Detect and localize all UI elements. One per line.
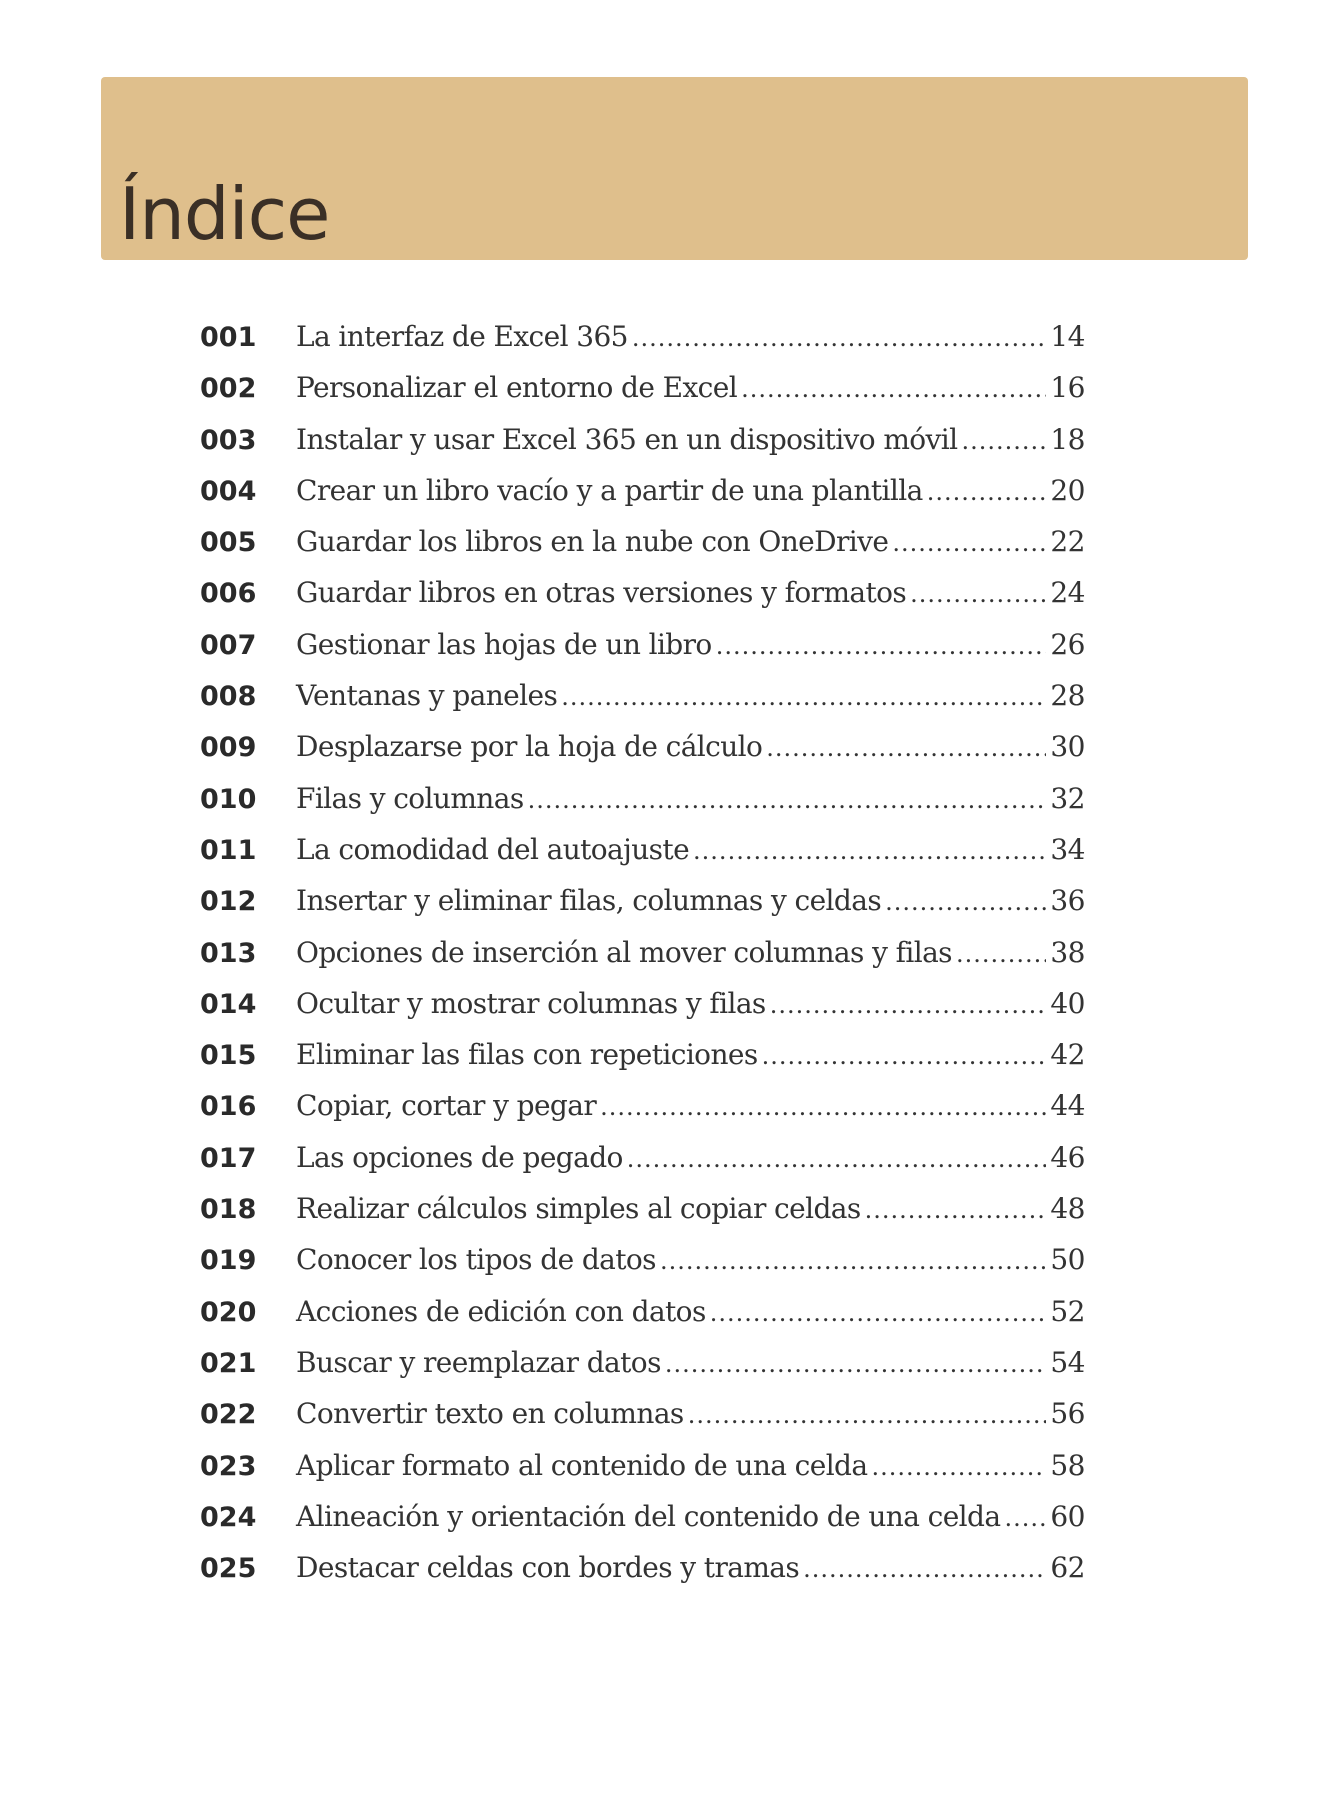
toc-entry[interactable] <box>200 833 1085 884</box>
dot-leader <box>803 1555 1046 1583</box>
toc-entry[interactable] <box>200 782 1085 833</box>
toc-entry[interactable] <box>200 525 1085 576</box>
toc-entry[interactable] <box>200 576 1085 627</box>
toc-entry-page: 36 <box>1050 884 1085 918</box>
toc-entry-title: Filas y columnas <box>296 781 524 815</box>
toc-entry-number: 011 <box>200 834 257 866</box>
toc-entry-title: Gestionar las hojas de un libro <box>296 627 712 661</box>
toc-entry-title: Guardar libros en otras versiones y formatos <box>296 576 907 610</box>
toc-entry-title: Instalar y usar Excel 365 en un dispositivo móvil <box>296 422 958 456</box>
toc-entry-number: 018 <box>200 1194 257 1226</box>
toc-entry[interactable] <box>200 1295 1085 1346</box>
dot-leader <box>693 837 1046 865</box>
toc-entry-page: 32 <box>1050 781 1085 815</box>
dot-leader <box>885 888 1046 916</box>
toc-entry-page: 22 <box>1050 525 1085 559</box>
dot-leader <box>627 1145 1047 1173</box>
dot-leader <box>910 580 1046 608</box>
dot-leader <box>927 478 1047 506</box>
toc-entry-page: 34 <box>1050 832 1085 866</box>
toc-entry[interactable] <box>200 936 1085 987</box>
toc-entry-number: 001 <box>200 322 257 353</box>
toc-entry-number: 010 <box>200 783 257 815</box>
dot-leader <box>741 375 1046 403</box>
toc-entry-number: 022 <box>200 1399 257 1431</box>
toc-entry-title: Personalizar el entorno de Excel <box>296 371 738 405</box>
toc-entry-number: 014 <box>200 988 257 1020</box>
dot-leader <box>528 786 1047 814</box>
toc-entry-page: 14 <box>1050 320 1085 353</box>
toc-entry-title: Desplazarse por la hoja de cálculo <box>296 730 763 764</box>
toc-entry[interactable] <box>200 1449 1085 1500</box>
toc-entry[interactable] <box>200 1551 1085 1602</box>
toc-entry-page: 28 <box>1050 679 1085 713</box>
toc-entry-title: La interfaz de Excel 365 <box>296 320 628 353</box>
dot-leader <box>665 1350 1047 1378</box>
toc-entry-number: 016 <box>200 1091 257 1123</box>
toc-entry-number: 015 <box>200 1040 257 1072</box>
toc-entry[interactable] <box>200 371 1085 422</box>
toc-entry-title: Copiar, cortar y pegar <box>296 1089 597 1123</box>
toc-entry-page: 20 <box>1050 473 1085 507</box>
toc-entry[interactable] <box>200 1500 1085 1551</box>
toc-entry-title: Convertir texto en columnas <box>296 1397 684 1431</box>
toc-entry-number: 004 <box>200 475 257 507</box>
toc-entry-title: Ocultar y mostrar columnas y filas <box>296 986 766 1020</box>
toc-entry-title: Acciones de edición con datos <box>296 1294 706 1328</box>
toc-entry-page: 52 <box>1050 1294 1085 1328</box>
toc-entry[interactable] <box>200 1038 1085 1089</box>
toc-entry-title: Conocer los tipos de datos <box>296 1243 656 1277</box>
toc-entry-page: 42 <box>1050 1038 1085 1072</box>
toc-entry-number: 007 <box>200 629 257 661</box>
toc-entry-number: 020 <box>200 1296 257 1328</box>
toc-entry[interactable] <box>200 474 1085 525</box>
toc-entry[interactable] <box>200 987 1085 1038</box>
dot-leader <box>871 1453 1046 1481</box>
toc-entry-page: 48 <box>1050 1192 1085 1226</box>
toc-entry-title: Realizar cálculos simples al copiar celdas <box>296 1192 861 1226</box>
dot-leader <box>892 529 1046 557</box>
dot-leader <box>762 1042 1047 1070</box>
toc-entry-number: 023 <box>200 1450 257 1482</box>
toc-entry-page: 38 <box>1050 935 1085 969</box>
dot-leader <box>1004 1504 1046 1532</box>
dot-leader <box>956 940 1046 968</box>
toc-entry-number: 005 <box>200 527 257 559</box>
toc-entry-title: Alineación y orientación del contenido de una celda <box>296 1499 1001 1533</box>
toc-entry-title: Las opciones de pegado <box>296 1140 623 1174</box>
toc-entry[interactable] <box>200 679 1085 730</box>
toc-entry-page: 54 <box>1050 1345 1085 1379</box>
toc-entry-page: 44 <box>1050 1089 1085 1123</box>
toc-entry[interactable] <box>200 1089 1085 1140</box>
toc-entry-title: Ventanas y paneles <box>296 679 558 713</box>
toc-entry-number: 006 <box>200 578 257 610</box>
toc-entry[interactable] <box>200 1141 1085 1192</box>
toc-entry-number: 019 <box>200 1245 257 1277</box>
toc-entry-number: 024 <box>200 1501 257 1533</box>
toc-entry[interactable] <box>200 1346 1085 1397</box>
toc-entry[interactable] <box>200 628 1085 679</box>
toc-entry-page: 24 <box>1050 576 1085 610</box>
toc-entry-title: La comodidad del autoajuste <box>296 832 690 866</box>
toc-entry-number: 008 <box>200 681 257 713</box>
toc-entry-title: Destacar celdas con bordes y tramas <box>296 1551 800 1585</box>
dot-leader <box>770 991 1047 1019</box>
dot-leader <box>688 1401 1047 1429</box>
toc-entry-number: 009 <box>200 732 257 764</box>
toc-entry-page: 62 <box>1050 1551 1085 1585</box>
dot-leader <box>961 427 1046 455</box>
toc-entry-page: 18 <box>1050 422 1085 456</box>
toc-entry[interactable] <box>200 1397 1085 1448</box>
toc-entry[interactable] <box>200 320 1085 371</box>
toc-entry-page: 30 <box>1050 730 1085 764</box>
dot-leader <box>766 734 1046 762</box>
toc-entry[interactable] <box>200 884 1085 935</box>
dot-leader <box>600 1093 1046 1121</box>
toc-entry-title: Buscar y reemplazar datos <box>296 1345 661 1379</box>
dot-leader <box>660 1247 1046 1275</box>
toc-entry-title: Guardar los libros en la nube con OneDrive <box>296 525 889 559</box>
toc-entry-page: 40 <box>1050 986 1085 1020</box>
toc-entry-page: 60 <box>1050 1499 1085 1533</box>
toc-entry-page: 58 <box>1050 1448 1085 1482</box>
toc-entry-number: 002 <box>200 373 257 405</box>
dot-leader <box>632 324 1046 352</box>
dot-leader <box>710 1299 1047 1327</box>
dot-leader <box>561 683 1046 711</box>
toc-entry-title: Crear un libro vacío y a partir de una plantilla <box>296 473 923 507</box>
toc-entry-page: 46 <box>1050 1140 1085 1174</box>
toc-entry-title: Opciones de inserción al mover columnas y filas <box>296 935 952 969</box>
toc-entry-title: Insertar y eliminar filas, columnas y celdas <box>296 884 882 918</box>
dot-leader <box>716 632 1047 660</box>
toc-entry[interactable] <box>200 1192 1085 1243</box>
page-title: Índice <box>119 172 330 256</box>
toc-entry[interactable] <box>200 1243 1085 1294</box>
toc-entry-number: 012 <box>200 886 257 918</box>
toc-entry[interactable] <box>200 730 1085 781</box>
toc-entry-number: 017 <box>200 1142 257 1174</box>
toc-entry-page: 56 <box>1050 1397 1085 1431</box>
toc-entry-number: 013 <box>200 937 257 969</box>
dot-leader <box>865 1196 1047 1224</box>
toc-entry-page: 26 <box>1050 627 1085 661</box>
toc-entry-number: 003 <box>200 424 257 456</box>
toc-entry-number: 025 <box>200 1553 257 1585</box>
table-of-contents <box>200 320 1085 1602</box>
toc-entry-title: Aplicar formato al contenido de una celda <box>296 1448 868 1482</box>
toc-entry-page: 50 <box>1050 1243 1085 1277</box>
toc-entry-title: Eliminar las filas con repeticiones <box>296 1038 758 1072</box>
toc-entry-number: 021 <box>200 1347 257 1379</box>
header-band <box>101 77 1248 260</box>
toc-entry[interactable] <box>200 423 1085 474</box>
toc-entry-page: 16 <box>1050 371 1085 405</box>
